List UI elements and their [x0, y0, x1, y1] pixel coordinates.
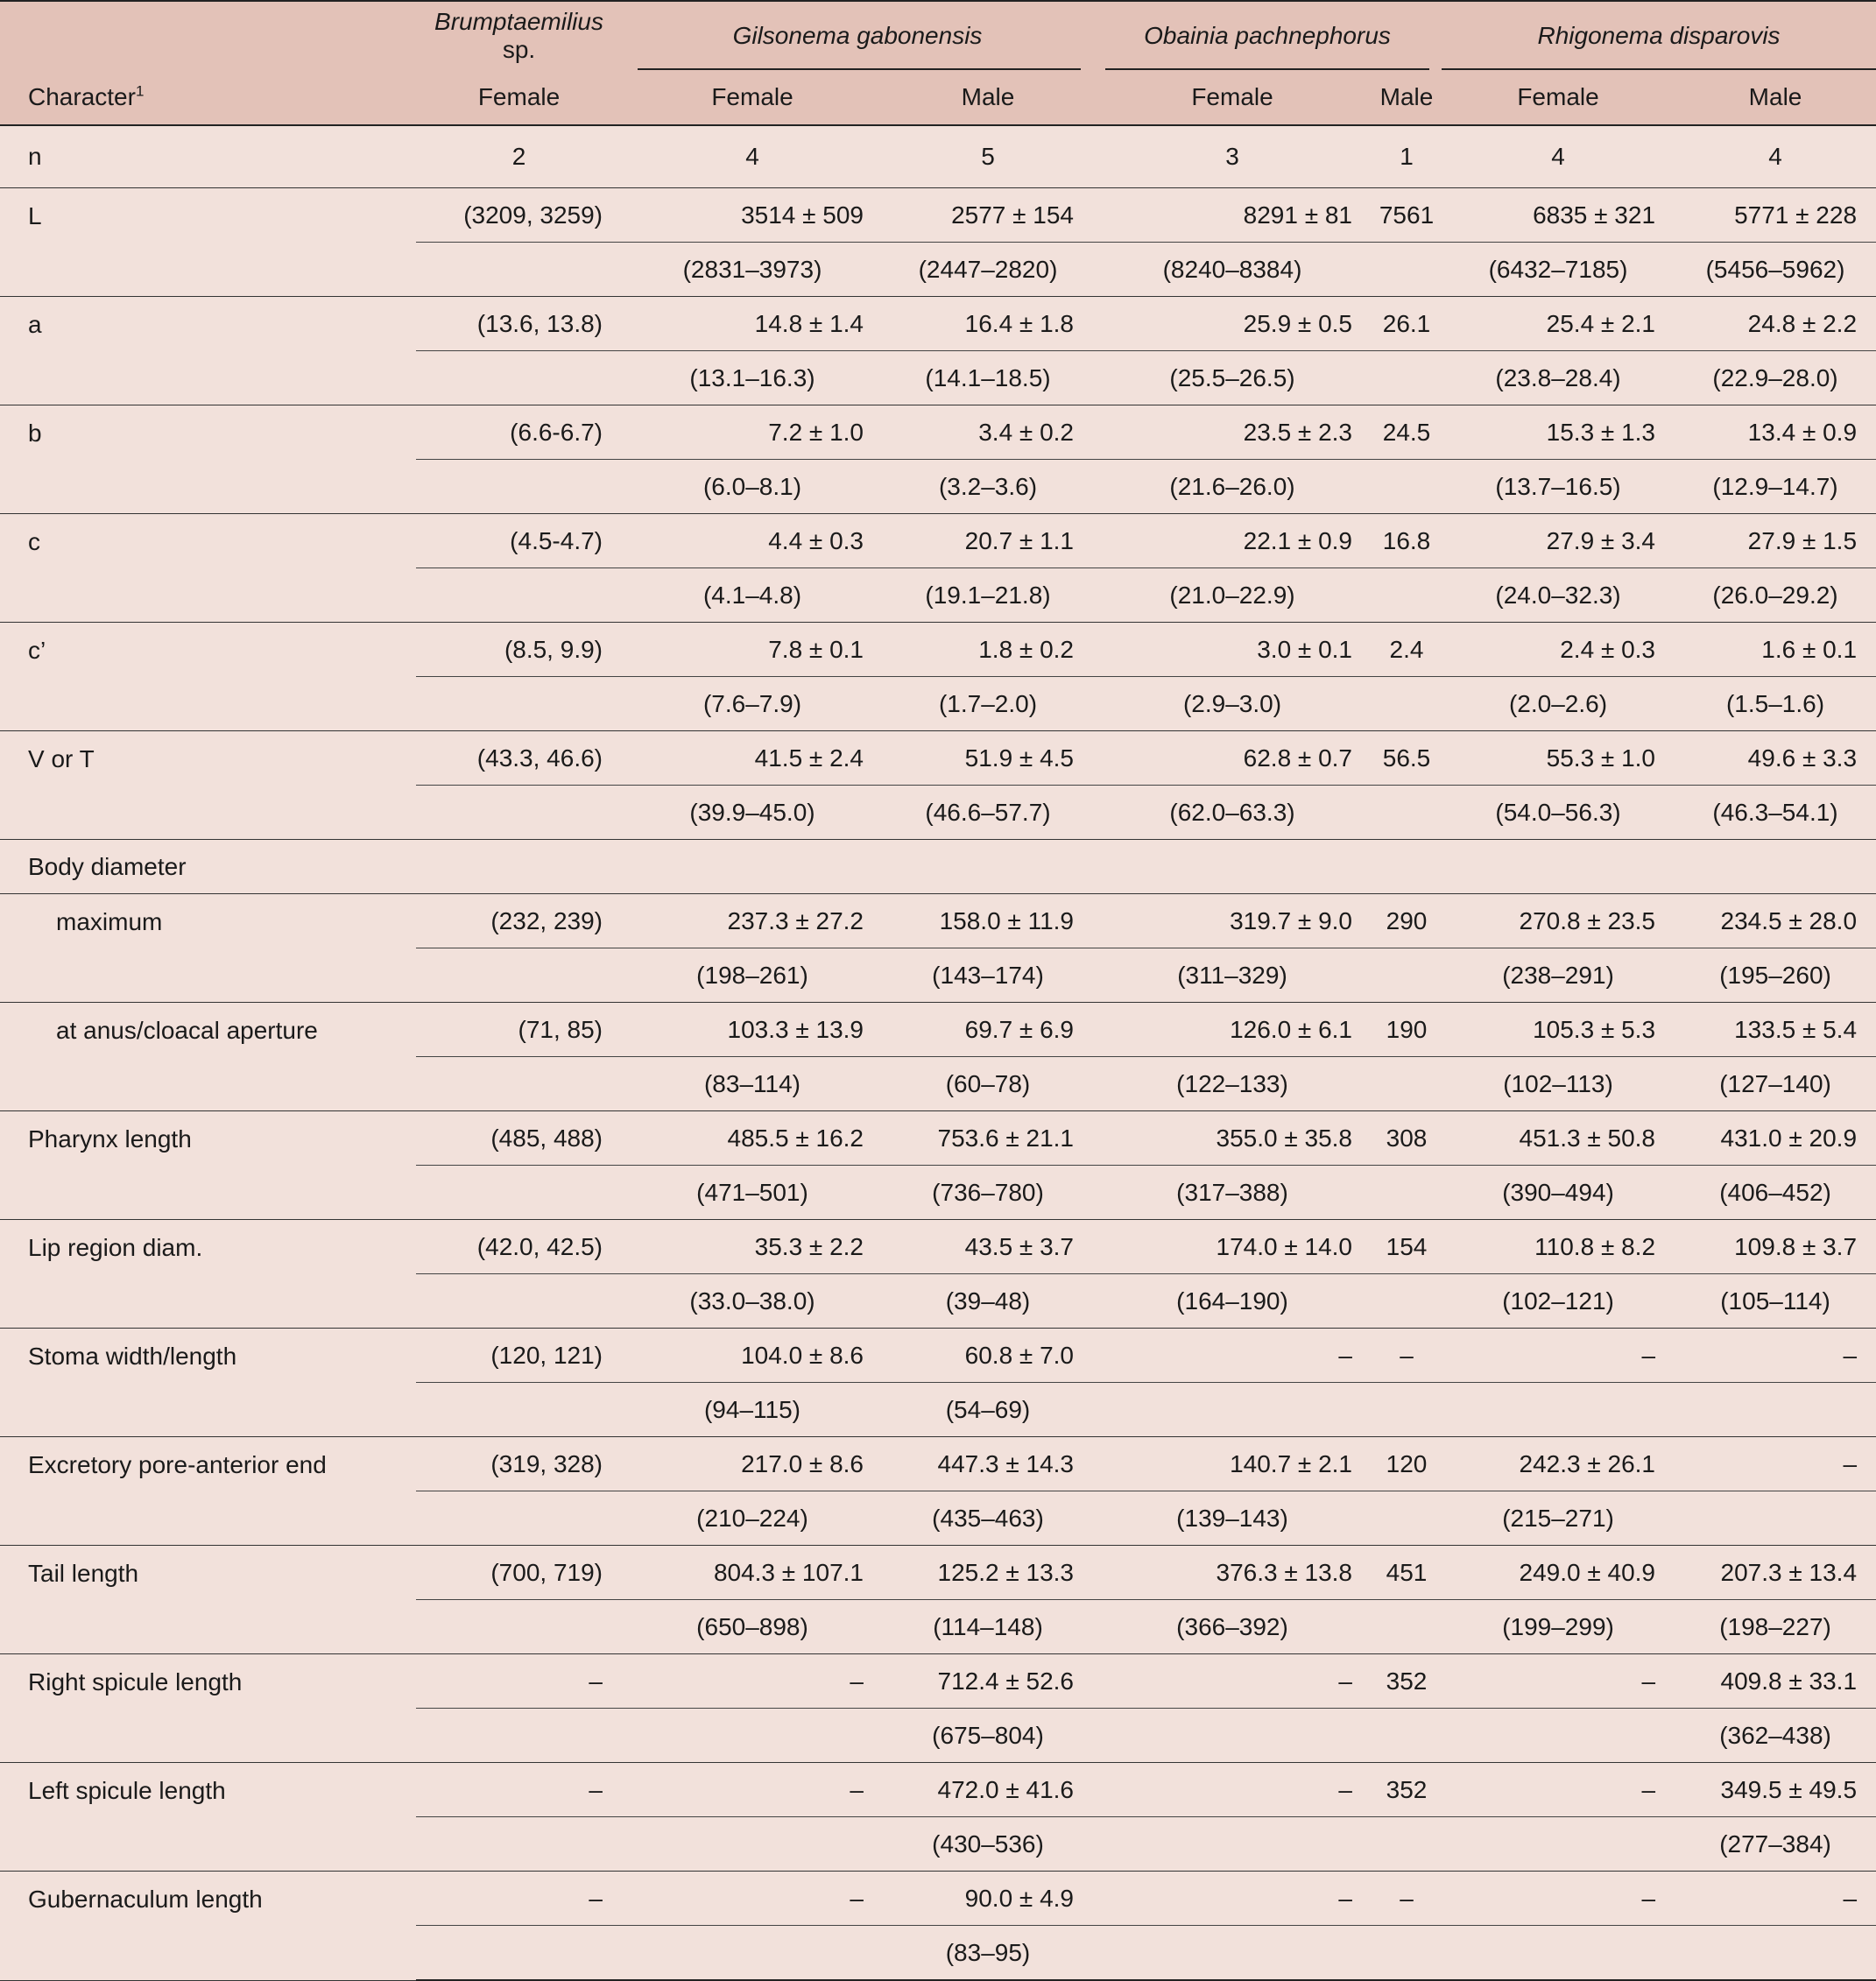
- cell-mean: 20.7 ± 1.1: [883, 514, 1093, 568]
- cell-range: (2.9–3.0): [1093, 677, 1372, 731]
- cell-range: [1372, 1600, 1442, 1654]
- cell-range: [1372, 243, 1442, 297]
- cell-mean: 190: [1372, 1003, 1442, 1057]
- cell-range: (406–452): [1675, 1166, 1876, 1220]
- cell-range: [1372, 1926, 1442, 1981]
- table-row: [0, 1437, 1876, 1491]
- cell-mean: 319.7 ± 9.0: [1093, 894, 1372, 948]
- cell-mean: 485.5 ± 16.2: [622, 1111, 883, 1166]
- sex-header: Male: [1675, 70, 1876, 125]
- cell-mean: –: [1442, 1329, 1675, 1383]
- cell-range: (311–329): [1093, 948, 1372, 1003]
- cell-mean: 41.5 ± 2.4: [622, 731, 883, 786]
- cell-range: [416, 948, 622, 1003]
- cell-mean: 62.8 ± 0.7: [1093, 731, 1372, 786]
- cell-mean: 1.6 ± 0.1: [1675, 623, 1876, 677]
- row-label: L: [0, 188, 416, 297]
- cell-range: (317–388): [1093, 1166, 1372, 1220]
- cell-range: (390–494): [1442, 1166, 1675, 1220]
- cell-range: [416, 1600, 622, 1654]
- cell-mean: 154: [1372, 1220, 1442, 1274]
- cell-mean: –: [1372, 1872, 1442, 1926]
- cell-mean: 6835 ± 321: [1442, 188, 1675, 243]
- cell-mean: 290: [1372, 894, 1442, 948]
- cell-range: [1675, 1491, 1876, 1546]
- cell-mean: (4.5-4.7): [416, 514, 622, 568]
- cell-range: (60–78): [883, 1057, 1093, 1111]
- cell-range: (210–224): [622, 1491, 883, 1546]
- cell-empty: [416, 840, 622, 894]
- cell-mean: 16.4 ± 1.8: [883, 297, 1093, 351]
- cell-range: (39.9–45.0): [622, 786, 883, 840]
- cell-range: (54.0–56.3): [1442, 786, 1675, 840]
- cell-range: [416, 1383, 622, 1437]
- cell-range: (435–463): [883, 1491, 1093, 1546]
- cell-range: (21.0–22.9): [1093, 568, 1372, 623]
- sex-header: Male: [1372, 70, 1442, 125]
- cell-range: [1372, 460, 1442, 514]
- group-label: Body diameter: [0, 840, 416, 894]
- cell-value: 4: [1675, 125, 1876, 188]
- cell-mean: 43.5 ± 3.7: [883, 1220, 1093, 1274]
- table-row: [0, 297, 1876, 351]
- cell-mean: 174.0 ± 14.0: [1093, 1220, 1372, 1274]
- cell-mean: 2.4: [1372, 623, 1442, 677]
- cell-range: (127–140): [1675, 1057, 1876, 1111]
- cell-range: (39–48): [883, 1274, 1093, 1329]
- cell-mean: 4.4 ± 0.3: [622, 514, 883, 568]
- cell-range: (164–190): [1093, 1274, 1372, 1329]
- character-label: Character: [28, 83, 136, 110]
- cell-mean: 355.0 ± 35.8: [1093, 1111, 1372, 1166]
- table-row-n: [0, 125, 1876, 188]
- cell-mean: 376.3 ± 13.8: [1093, 1546, 1372, 1600]
- cell-mean: 447.3 ± 14.3: [883, 1437, 1093, 1491]
- cell-range: (1.5–1.6): [1675, 677, 1876, 731]
- cell-mean: –: [416, 1872, 622, 1926]
- cell-mean: –: [1442, 1654, 1675, 1709]
- species-rhigonema: [1442, 1, 1876, 70]
- cell-mean: 3.0 ± 0.1: [1093, 623, 1372, 677]
- row-label: Left spicule length: [0, 1763, 416, 1872]
- cell-range: (22.9–28.0): [1675, 351, 1876, 405]
- cell-range: [1372, 786, 1442, 840]
- cell-range: (277–384): [1675, 1817, 1876, 1872]
- cell-range: (21.6–26.0): [1093, 460, 1372, 514]
- cell-range: (143–174): [883, 948, 1093, 1003]
- cell-range: [1372, 1383, 1442, 1437]
- table-body: [0, 125, 1876, 1980]
- cell-mean: 1.8 ± 0.2: [883, 623, 1093, 677]
- cell-mean: 51.9 ± 4.5: [883, 731, 1093, 786]
- row-label: Gubernaculum length: [0, 1872, 416, 1981]
- cell-range: (366–392): [1093, 1600, 1372, 1654]
- cell-mean: (700, 719): [416, 1546, 622, 1600]
- cell-mean: 55.3 ± 1.0: [1442, 731, 1675, 786]
- cell-range: [1093, 1926, 1372, 1981]
- cell-range: (46.6–57.7): [883, 786, 1093, 840]
- cell-mean: 125.2 ± 13.3: [883, 1546, 1093, 1600]
- cell-mean: 217.0 ± 8.6: [622, 1437, 883, 1491]
- cell-range: [1372, 351, 1442, 405]
- cell-range: [1372, 1491, 1442, 1546]
- cell-mean: (319, 328): [416, 1437, 622, 1491]
- cell-mean: 60.8 ± 7.0: [883, 1329, 1093, 1383]
- cell-range: [416, 786, 622, 840]
- cell-mean: 804.3 ± 107.1: [622, 1546, 883, 1600]
- cell-range: [416, 1709, 622, 1763]
- cell-mean: (42.0, 42.5): [416, 1220, 622, 1274]
- cell-mean: 158.0 ± 11.9: [883, 894, 1093, 948]
- cell-mean: (43.3, 46.6): [416, 731, 622, 786]
- cell-range: (46.3–54.1): [1675, 786, 1876, 840]
- cell-value: 1: [1372, 125, 1442, 188]
- cell-range: [1442, 1709, 1675, 1763]
- cell-range: (105–114): [1675, 1274, 1876, 1329]
- cell-mean: –: [622, 1763, 883, 1817]
- cell-mean: 69.7 ± 6.9: [883, 1003, 1093, 1057]
- cell-range: [416, 243, 622, 297]
- cell-mean: –: [416, 1763, 622, 1817]
- cell-range: (2.0–2.6): [1442, 677, 1675, 731]
- cell-range: (2447–2820): [883, 243, 1093, 297]
- species-underline: [1105, 68, 1429, 70]
- cell-mean: 7.2 ± 1.0: [622, 405, 883, 460]
- table-row: [0, 188, 1876, 243]
- footnote-marker: 1: [135, 82, 145, 100]
- cell-mean: –: [1093, 1763, 1372, 1817]
- row-label: n: [0, 125, 416, 188]
- cell-range: (8240–8384): [1093, 243, 1372, 297]
- cell-range: [622, 1709, 883, 1763]
- row-label: at anus/cloacal aperture: [0, 1003, 416, 1111]
- sex-header: Male: [883, 70, 1093, 125]
- cell-mean: 7561: [1372, 188, 1442, 243]
- cell-range: (19.1–21.8): [883, 568, 1093, 623]
- table-row: [0, 623, 1876, 677]
- cell-range: [1675, 1383, 1876, 1437]
- cell-range: [1093, 1383, 1372, 1437]
- cell-range: (54–69): [883, 1383, 1093, 1437]
- cell-range: (198–227): [1675, 1600, 1876, 1654]
- cell-mean: 110.8 ± 8.2: [1442, 1220, 1675, 1274]
- cell-mean: 24.8 ± 2.2: [1675, 297, 1876, 351]
- cell-range: (199–299): [1442, 1600, 1675, 1654]
- row-label: Stoma width/length: [0, 1329, 416, 1437]
- cell-range: [1442, 1817, 1675, 1872]
- cell-mean: 242.3 ± 26.1: [1442, 1437, 1675, 1491]
- cell-mean: 451.3 ± 50.8: [1442, 1111, 1675, 1166]
- cell-mean: 16.8: [1372, 514, 1442, 568]
- cell-range: (102–113): [1442, 1057, 1675, 1111]
- cell-range: (1.7–2.0): [883, 677, 1093, 731]
- cell-mean: 7.8 ± 0.1: [622, 623, 883, 677]
- cell-mean: 13.4 ± 0.9: [1675, 405, 1876, 460]
- table-row: [0, 731, 1876, 786]
- cell-mean: 49.6 ± 3.3: [1675, 731, 1876, 786]
- cell-range: [416, 1491, 622, 1546]
- cell-range: [1372, 677, 1442, 731]
- cell-mean: 24.5: [1372, 405, 1442, 460]
- cell-range: (430–536): [883, 1817, 1093, 1872]
- cell-range: [1442, 1383, 1675, 1437]
- cell-range: (122–133): [1093, 1057, 1372, 1111]
- row-label: Pharynx length: [0, 1111, 416, 1220]
- cell-mean: 249.0 ± 40.9: [1442, 1546, 1675, 1600]
- cell-range: (4.1–4.8): [622, 568, 883, 623]
- cell-mean: 270.8 ± 23.5: [1442, 894, 1675, 948]
- cell-range: [416, 351, 622, 405]
- cell-mean: 431.0 ± 20.9: [1675, 1111, 1876, 1166]
- table-row: [0, 514, 1876, 568]
- cell-range: [1372, 1817, 1442, 1872]
- cell-mean: 234.5 ± 28.0: [1675, 894, 1876, 948]
- cell-mean: 8291 ± 81: [1093, 188, 1372, 243]
- cell-mean: 27.9 ± 3.4: [1442, 514, 1675, 568]
- cell-mean: 349.5 ± 49.5: [1675, 1763, 1876, 1817]
- table-row: [0, 405, 1876, 460]
- cell-mean: 753.6 ± 21.1: [883, 1111, 1093, 1166]
- cell-mean: 126.0 ± 6.1: [1093, 1003, 1372, 1057]
- species-name: Rhigonema disparovis: [1537, 22, 1781, 49]
- cell-mean: 140.7 ± 2.1: [1093, 1437, 1372, 1491]
- cell-value: 2: [416, 125, 622, 188]
- cell-mean: 2577 ± 154: [883, 188, 1093, 243]
- table-header: [0, 1, 1876, 125]
- cell-value: 4: [1442, 125, 1675, 188]
- cell-mean: 35.3 ± 2.2: [622, 1220, 883, 1274]
- cell-range: (26.0–29.2): [1675, 568, 1876, 623]
- cell-range: (362–438): [1675, 1709, 1876, 1763]
- cell-range: (102–121): [1442, 1274, 1675, 1329]
- cell-range: [1372, 948, 1442, 1003]
- table-row: [0, 1220, 1876, 1274]
- cell-empty: [1442, 840, 1675, 894]
- cell-mean: 352: [1372, 1763, 1442, 1817]
- cell-mean: 56.5: [1372, 731, 1442, 786]
- row-label: maximum: [0, 894, 416, 1003]
- cell-mean: –: [1675, 1329, 1876, 1383]
- species-underline: [1442, 68, 1876, 70]
- cell-mean: 352: [1372, 1654, 1442, 1709]
- cell-range: [1372, 1057, 1442, 1111]
- cell-mean: 308: [1372, 1111, 1442, 1166]
- cell-mean: 26.1: [1372, 297, 1442, 351]
- cell-range: (198–261): [622, 948, 883, 1003]
- cell-empty: [622, 840, 883, 894]
- cell-range: (33.0–38.0): [622, 1274, 883, 1329]
- cell-range: (12.9–14.7): [1675, 460, 1876, 514]
- cell-mean: 90.0 ± 4.9: [883, 1872, 1093, 1926]
- cell-mean: –: [1372, 1329, 1442, 1383]
- cell-range: (6.0–8.1): [622, 460, 883, 514]
- cell-mean: 103.3 ± 13.9: [622, 1003, 883, 1057]
- cell-range: (83–114): [622, 1057, 883, 1111]
- cell-empty: [1372, 840, 1442, 894]
- cell-mean: –: [1093, 1654, 1372, 1709]
- cell-mean: (6.6-6.7): [416, 405, 622, 460]
- cell-range: (24.0–32.3): [1442, 568, 1675, 623]
- cell-mean: 22.1 ± 0.9: [1093, 514, 1372, 568]
- cell-mean: 133.5 ± 5.4: [1675, 1003, 1876, 1057]
- table-row: [0, 1546, 1876, 1600]
- cell-mean: 2.4 ± 0.3: [1442, 623, 1675, 677]
- cell-range: [416, 1057, 622, 1111]
- cell-mean: (232, 239): [416, 894, 622, 948]
- cell-mean: 409.8 ± 33.1: [1675, 1654, 1876, 1709]
- cell-range: [622, 1817, 883, 1872]
- cell-mean: (485, 488): [416, 1111, 622, 1166]
- table-row: [0, 1872, 1876, 1926]
- cell-range: (114–148): [883, 1600, 1093, 1654]
- cell-range: [416, 568, 622, 623]
- cell-mean: 14.8 ± 1.4: [622, 297, 883, 351]
- cell-mean: 3.4 ± 0.2: [883, 405, 1093, 460]
- table-row-group: [0, 840, 1876, 894]
- cell-value: 4: [622, 125, 883, 188]
- cell-range: [416, 1274, 622, 1329]
- cell-mean: 105.3 ± 5.3: [1442, 1003, 1675, 1057]
- cell-mean: 3514 ± 509: [622, 188, 883, 243]
- header-blank: [0, 1, 416, 70]
- cell-range: [1093, 1709, 1372, 1763]
- cell-range: (7.6–7.9): [622, 677, 883, 731]
- table-row: [0, 1329, 1876, 1383]
- cell-empty: [1675, 840, 1876, 894]
- cell-mean: –: [1442, 1872, 1675, 1926]
- species-suffix: sp.: [502, 36, 536, 63]
- cell-mean: (71, 85): [416, 1003, 622, 1057]
- table-row: [0, 1654, 1876, 1709]
- cell-range: (5456–5962): [1675, 243, 1876, 297]
- row-label: V or T: [0, 731, 416, 840]
- cell-mean: –: [1093, 1329, 1372, 1383]
- table-row: [0, 1003, 1876, 1057]
- character-header: [0, 70, 416, 125]
- cell-mean: 25.4 ± 2.1: [1442, 297, 1675, 351]
- cell-range: (675–804): [883, 1709, 1093, 1763]
- cell-range: (6432–7185): [1442, 243, 1675, 297]
- row-label: c’: [0, 623, 416, 731]
- cell-mean: 451: [1372, 1546, 1442, 1600]
- cell-mean: (120, 121): [416, 1329, 622, 1383]
- sex-header: Female: [1093, 70, 1372, 125]
- cell-value: 5: [883, 125, 1093, 188]
- cell-mean: –: [1442, 1763, 1675, 1817]
- sex-header: Female: [1442, 70, 1675, 125]
- row-label: Excretory pore-anterior end: [0, 1437, 416, 1546]
- cell-mean: 23.5 ± 2.3: [1093, 405, 1372, 460]
- cell-mean: 120: [1372, 1437, 1442, 1491]
- cell-mean: 207.3 ± 13.4: [1675, 1546, 1876, 1600]
- cell-mean: –: [622, 1872, 883, 1926]
- cell-range: (736–780): [883, 1166, 1093, 1220]
- species-gilsonema: [622, 1, 1093, 70]
- cell-mean: –: [622, 1654, 883, 1709]
- cell-mean: 472.0 ± 41.6: [883, 1763, 1093, 1817]
- cell-range: [1442, 1926, 1675, 1981]
- cell-range: [622, 1926, 883, 1981]
- cell-mean: –: [1675, 1437, 1876, 1491]
- cell-range: (23.8–28.4): [1442, 351, 1675, 405]
- cell-range: (195–260): [1675, 948, 1876, 1003]
- cell-range: [1675, 1926, 1876, 1981]
- cell-range: [416, 460, 622, 514]
- species-name: Gilsonema gabonensis: [732, 22, 983, 49]
- cell-range: (94–115): [622, 1383, 883, 1437]
- row-label: Tail length: [0, 1546, 416, 1654]
- species-name: Obainia pachnephorus: [1144, 22, 1391, 49]
- cell-range: [1372, 1274, 1442, 1329]
- cell-mean: –: [416, 1654, 622, 1709]
- cell-range: (471–501): [622, 1166, 883, 1220]
- cell-mean: –: [1675, 1872, 1876, 1926]
- cell-range: (650–898): [622, 1600, 883, 1654]
- cell-mean: (3209, 3259): [416, 188, 622, 243]
- cell-range: (13.1–16.3): [622, 351, 883, 405]
- table-row: [0, 894, 1876, 948]
- cell-range: (62.0–63.3): [1093, 786, 1372, 840]
- row-label: Lip region diam.: [0, 1220, 416, 1329]
- row-label: a: [0, 297, 416, 405]
- cell-range: (2831–3973): [622, 243, 883, 297]
- cell-range: (83–95): [883, 1926, 1093, 1981]
- row-label: c: [0, 514, 416, 623]
- cell-range: [416, 1817, 622, 1872]
- cell-range: (238–291): [1442, 948, 1675, 1003]
- cell-mean: 15.3 ± 1.3: [1442, 405, 1675, 460]
- cell-range: (139–143): [1093, 1491, 1372, 1546]
- cell-range: [416, 1166, 622, 1220]
- table-row: [0, 1111, 1876, 1166]
- cell-range: [1093, 1817, 1372, 1872]
- cell-range: [1372, 1709, 1442, 1763]
- row-label: Right spicule length: [0, 1654, 416, 1763]
- cell-mean: 109.8 ± 3.7: [1675, 1220, 1876, 1274]
- cell-mean: 27.9 ± 1.5: [1675, 514, 1876, 568]
- cell-value: 3: [1093, 125, 1372, 188]
- cell-mean: (8.5, 9.9): [416, 623, 622, 677]
- cell-mean: 104.0 ± 8.6: [622, 1329, 883, 1383]
- cell-range: (13.7–16.5): [1442, 460, 1675, 514]
- cell-range: (14.1–18.5): [883, 351, 1093, 405]
- row-label: b: [0, 405, 416, 514]
- cell-mean: 237.3 ± 27.2: [622, 894, 883, 948]
- cell-range: (25.5–26.5): [1093, 351, 1372, 405]
- cell-range: (215–271): [1442, 1491, 1675, 1546]
- cell-range: [1372, 568, 1442, 623]
- species-obainia: [1093, 1, 1442, 70]
- cell-mean: 5771 ± 228: [1675, 188, 1876, 243]
- table-row: [0, 1763, 1876, 1817]
- species-name: Brumptaemilius: [434, 8, 603, 35]
- cell-range: [416, 1926, 622, 1981]
- cell-range: [1372, 1166, 1442, 1220]
- cell-empty: [883, 840, 1093, 894]
- cell-mean: (13.6, 13.8): [416, 297, 622, 351]
- cell-mean: 712.4 ± 52.6: [883, 1654, 1093, 1709]
- cell-mean: –: [1093, 1872, 1372, 1926]
- species-underline: [638, 68, 1081, 70]
- cell-mean: 25.9 ± 0.5: [1093, 297, 1372, 351]
- sex-header: Female: [416, 70, 622, 125]
- cell-range: [416, 677, 622, 731]
- cell-range: (3.2–3.6): [883, 460, 1093, 514]
- cell-empty: [1093, 840, 1372, 894]
- sex-header: Female: [622, 70, 883, 125]
- species-brumptaemilius: [416, 1, 622, 70]
